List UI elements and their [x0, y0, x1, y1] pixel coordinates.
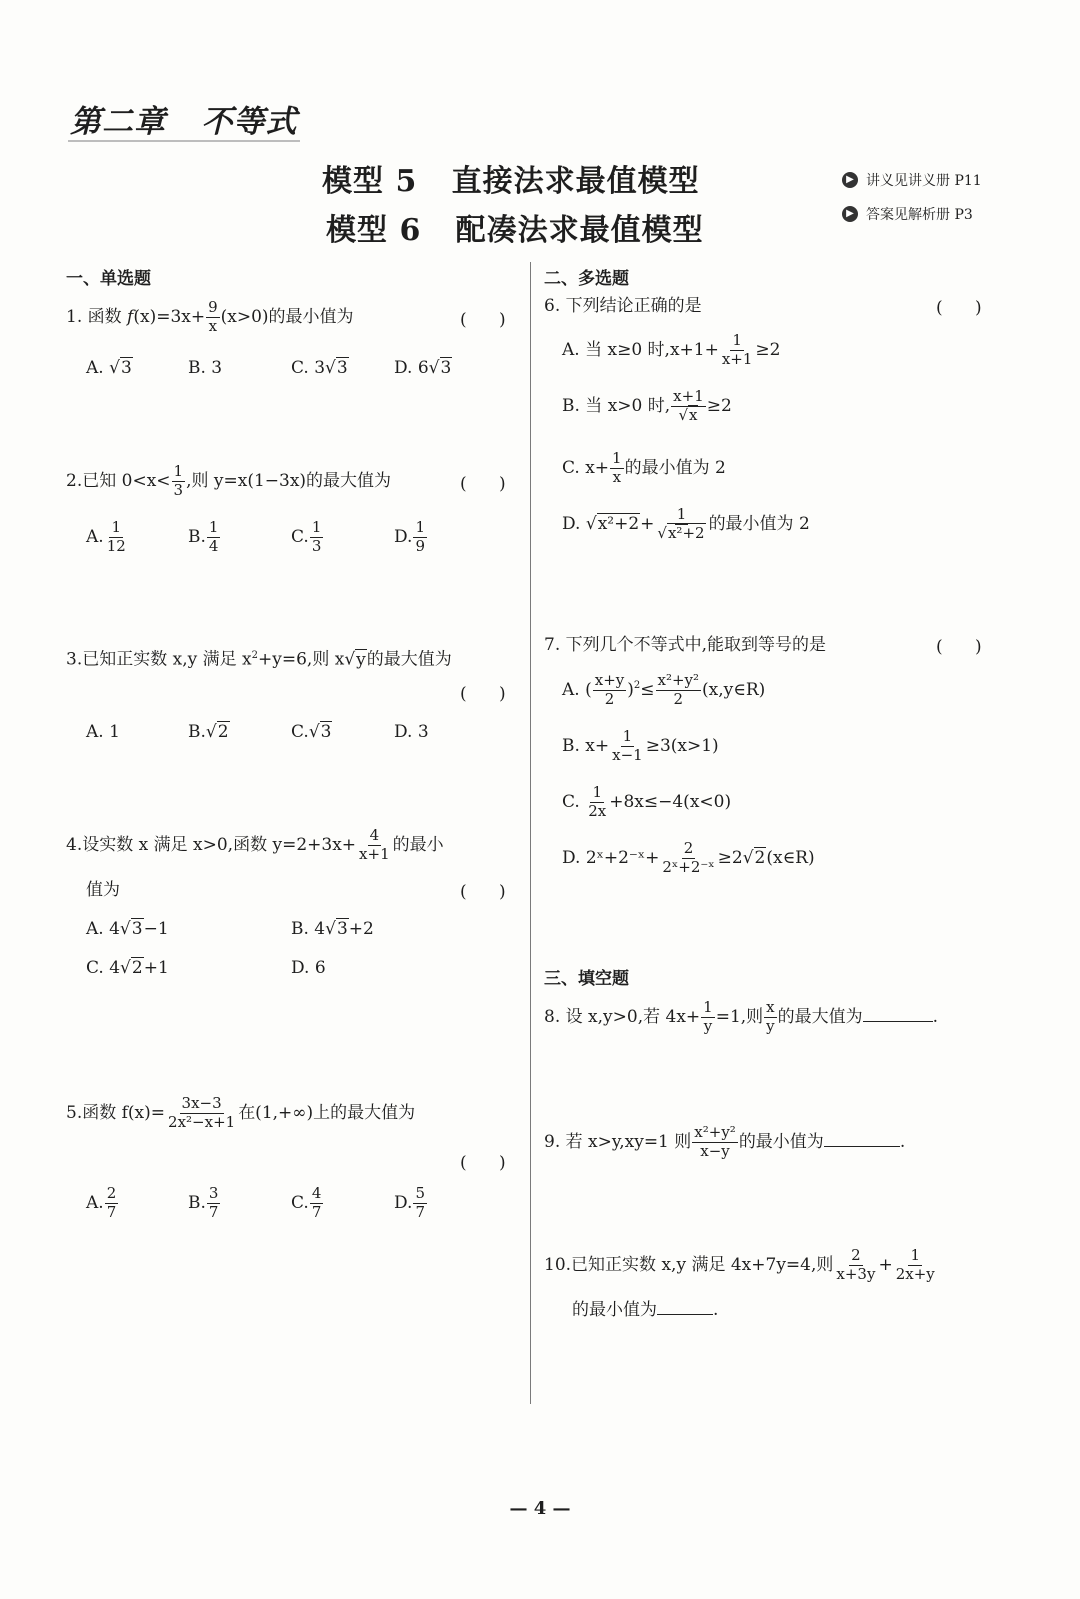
question-8: 8. 设 x,y>0,若 4x+ $\frac{1}{y}$ =1,则 $\frac{x}{y}$ 的最大值为 . [544, 998, 939, 1035]
question-5: 5.函数 f(x)= $\frac{3x-3}{\text{2x²−x+1}}$ 在(1,+∞)上的最大值为 [66, 1094, 416, 1131]
option-a[interactable]: A. ( $\frac{x+y}{2}$ )$^2$≤ $\frac{\text{x²+y²}}{2}$ (x,y∈R) [562, 671, 766, 708]
answer-blank[interactable] [657, 1314, 713, 1315]
question-1: 1. 函数 f(x)=3x+ $\frac{9}{x}$ (x>0)的最小值为 [66, 298, 354, 335]
question-10-line-2: 的最小值为 . [572, 1300, 719, 1320]
option-d[interactable]: D. $\frac{1}{9}$ [394, 518, 425, 555]
option-c[interactable]: C. 4√2+1 [86, 958, 169, 978]
answer-ref-label: 答案见解析册 P3 [866, 207, 973, 223]
option-a[interactable]: A. 当 x≥0 时,x+1+ $\frac{1}{x+1}$ ≥2 [562, 331, 781, 368]
page-number: — 4 — [509, 1498, 571, 1519]
answer-paren: ( ) [460, 1153, 506, 1173]
option-d[interactable]: D. $\frac{5}{7}$ [394, 1184, 425, 1221]
question-9: 9. 若 x>y,xy=1 则 $\frac{\text{x²+y²}}{x-y}$ 的最小值为 . [544, 1123, 906, 1160]
column-divider [530, 262, 531, 1404]
section-single-choice: 一、单选题 [66, 269, 151, 289]
answer-blank[interactable] [824, 1146, 900, 1147]
section-fill-blank: 三、填空题 [544, 969, 629, 989]
arrow-right-icon: ▶ [842, 206, 858, 222]
option-c[interactable]: C. 3√3 [291, 358, 348, 378]
question-2: 2.已知 0<x< $\frac{1}{3}$ ,则 y=x(1−3x)的最大值为 [66, 462, 392, 499]
question-3: 3.已知正实数 x,y 满足 $x^2+y=6$,则 x√y的最大值为 [66, 649, 452, 670]
chapter-rule [68, 140, 300, 142]
lecture-ref-label: 讲义见讲义册 P11 [866, 173, 982, 189]
question-6: 6. 下列结论正确的是 [544, 296, 702, 316]
answer-paren: ( ) [936, 298, 982, 318]
option-c[interactable]: C. $\frac{1}{2x}$ +8x≤−4(x<0) [562, 783, 732, 820]
section-multi-choice: 二、多选题 [544, 269, 629, 289]
question-10: 10.已知正实数 x,y 满足 4x+7y=4,则 $\frac{2}{x+3y}$ + $\frac{1}{2x+y}$ [544, 1246, 935, 1283]
option-d[interactable]: D. 3 [394, 722, 429, 742]
model-6-title: 模型 6 配凑法求最值模型 [326, 213, 704, 248]
question-7: 7. 下列几个不等式中,能取到等号的是 [544, 635, 827, 655]
option-d[interactable]: D. 6√3 [394, 358, 452, 378]
answer-blank[interactable] [863, 1021, 933, 1022]
option-c[interactable]: C. $\frac{1}{3}$ [291, 518, 322, 555]
arrow-right-icon: ▶ [842, 172, 858, 188]
option-b[interactable]: B. $\frac{3}{7}$ [188, 1184, 219, 1221]
option-b[interactable]: B. x+ $\frac{1}{x-1}$ ≥3(x>1) [562, 727, 719, 764]
answer-paren: ( ) [936, 637, 982, 657]
option-d[interactable]: D. √x²+2+ $\frac{1}{\text{√x²+2}}$ 的最小值为 2 [562, 505, 810, 542]
option-a[interactable]: A. 1 [86, 722, 120, 742]
question-4-line-2: 值为 [86, 880, 120, 900]
question-4: 4.设实数 x 满足 x>0,函数 y=2+3x+ $\frac{4}{x+1}$ 的最小 [66, 826, 444, 863]
chapter-title: 第二章 不等式 [70, 104, 298, 140]
lecture-ref[interactable] [842, 170, 982, 190]
option-a[interactable]: A. √3 [86, 358, 132, 378]
option-a[interactable]: A. 4√3−1 [86, 919, 169, 939]
option-c[interactable]: C. $\frac{4}{7}$ [291, 1184, 322, 1221]
model-5-title: 模型 5 直接法求最值模型 [322, 164, 700, 199]
option-c[interactable]: C.√3 [291, 722, 332, 742]
option-b[interactable]: B. 3 [188, 358, 223, 378]
option-a[interactable]: A. $\frac{1}{12}$ [86, 518, 126, 555]
option-c[interactable]: C. x+ $\frac{1}{x}$ 的最小值为 2 [562, 449, 726, 486]
option-b[interactable]: B. 当 x>0 时, $\frac{x+1}{√x}$ ≥2 [562, 387, 732, 424]
answer-paren: ( ) [460, 474, 506, 494]
answer-paren: ( ) [460, 310, 506, 330]
option-a[interactable]: A. $\frac{2}{7}$ [86, 1184, 117, 1221]
option-b[interactable]: B. $\frac{1}{4}$ [188, 518, 219, 555]
option-b[interactable]: B. 4√3+2 [291, 919, 374, 939]
answer-paren: ( ) [460, 882, 506, 902]
option-d[interactable]: D. 6 [291, 958, 326, 978]
option-b[interactable]: B.√2 [188, 722, 229, 742]
answer-paren: ( ) [460, 684, 506, 704]
answer-ref[interactable] [842, 204, 973, 224]
option-d[interactable]: D. 2ˣ+2⁻ˣ+ $\frac{2}{\text{2ˣ+2⁻ˣ}}$ ≥2√2(x∈R) [562, 839, 815, 876]
